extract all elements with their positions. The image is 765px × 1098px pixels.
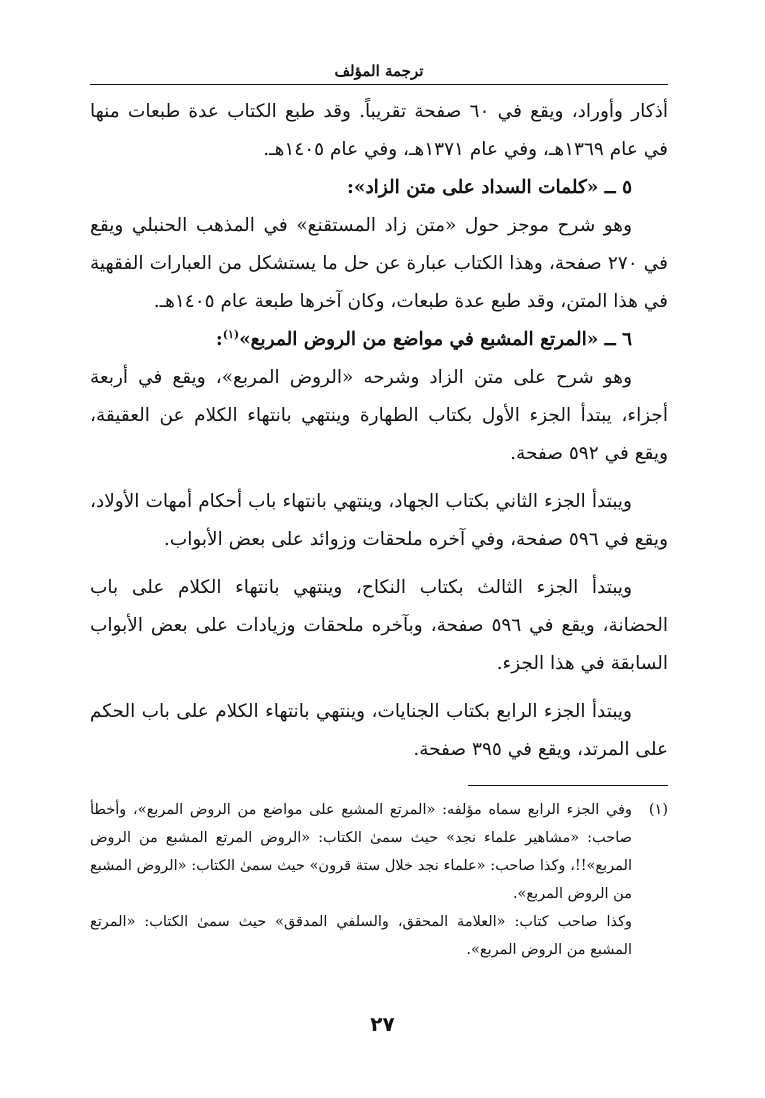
footnote-text-2: وكذا صاحب كتاب: «العلامة المحقق، والسلفي المدقق» حيث سمىٰ الكتاب: «المرتع المشبع من الروض المربع». (90, 914, 632, 958)
running-head: ترجمة المؤلف (334, 62, 424, 80)
footnote-text-1: وفي الجزء الرابع سماه مؤلفه: «المرتع المشبع على مواضع من الروض المربع»، وأخطأ صاحب: «مشاهير علماء نجد» حيث سمىٰ الكتاب: «الروض المرتع المشبع من الروض المربع»!!، وكذا صاحب: «علماء نجد خلال ستة قرون» حيث سمىٰ الكتاب: «الروض المشبع من الروض المربع». (90, 802, 632, 902)
footnote-number: (١) (648, 802, 668, 818)
header-rule (90, 84, 668, 85)
body-paragraph-6: ويبتدأ الجزء الرابع بكتاب الجنايات، وينتهي بانتهاء الكلام على باب الحكم على المرتد، ويقع في ٣٩٥ صفحة. (90, 701, 668, 760)
page-number: ٢٧ (370, 1012, 395, 1036)
item-6-title-text: ٦ ــ «المرتع المشبع في مواضع من الروض المربع» (239, 329, 632, 350)
body-paragraph-1: أذكار وأوراد، ويقع في ٦٠ صفحة تقريباً. وقد طبع الكتاب عدة طبعات منها في عام ١٣٦٩هـ، وفي عام ١٣٧١هـ، وفي عام ١٤٠٥هـ. (90, 101, 668, 160)
item-6-title-colon: : (215, 329, 223, 350)
body-paragraph-4: ويبتدأ الجزء الثاني بكتاب الجهاد، وينتهي بانتهاء باب أحكام أمهات الأولاد، ويقع في ٥٩٦ صفحة، وفي آخره ملحقات وزوائد على بعض الأبواب. (90, 491, 668, 550)
item-5-title: ٥ ــ «كلمات السداد على متن الزاد»: (347, 177, 632, 198)
footnote-marker[interactable]: (١) (222, 327, 240, 341)
footnote-rule (468, 785, 668, 786)
item-6-title (90, 321, 668, 359)
footnote-1 (90, 796, 668, 964)
body-paragraph-5: ويبتدأ الجزء الثالث بكتاب النكاح، وينتهي بانتهاء الكلام على باب الحضانة، ويقع في ٥٩٦ صفحة، وبآخره ملحقات وزيادات على بعض الأبواب السابقة في هذا الجزء. (90, 577, 668, 674)
page-content (90, 58, 668, 964)
body-paragraph-2: وهو شرح موجز حول «متن زاد المستقنع» في المذهب الحنبلي ويقع في ٢٧٠ صفحة، وهذا الكتاب عبارة عن حل ما يستشكل من العبارات الفقهية في هذا المتن، وقد طبع عدة طبعات، وكان آخرها طبعة عام ١٤٠٥هـ. (90, 215, 668, 312)
body-paragraph-3: وهو شرح على متن الزاد وشرحه «الروض المربع»، ويقع في أربعة أجزاء، يبتدأ الجزء الأول بكتاب الطهارة وينتهي بانتهاء الكلام عن العقيقة، ويقع في ٥٩٢ صفحة. (90, 367, 668, 464)
